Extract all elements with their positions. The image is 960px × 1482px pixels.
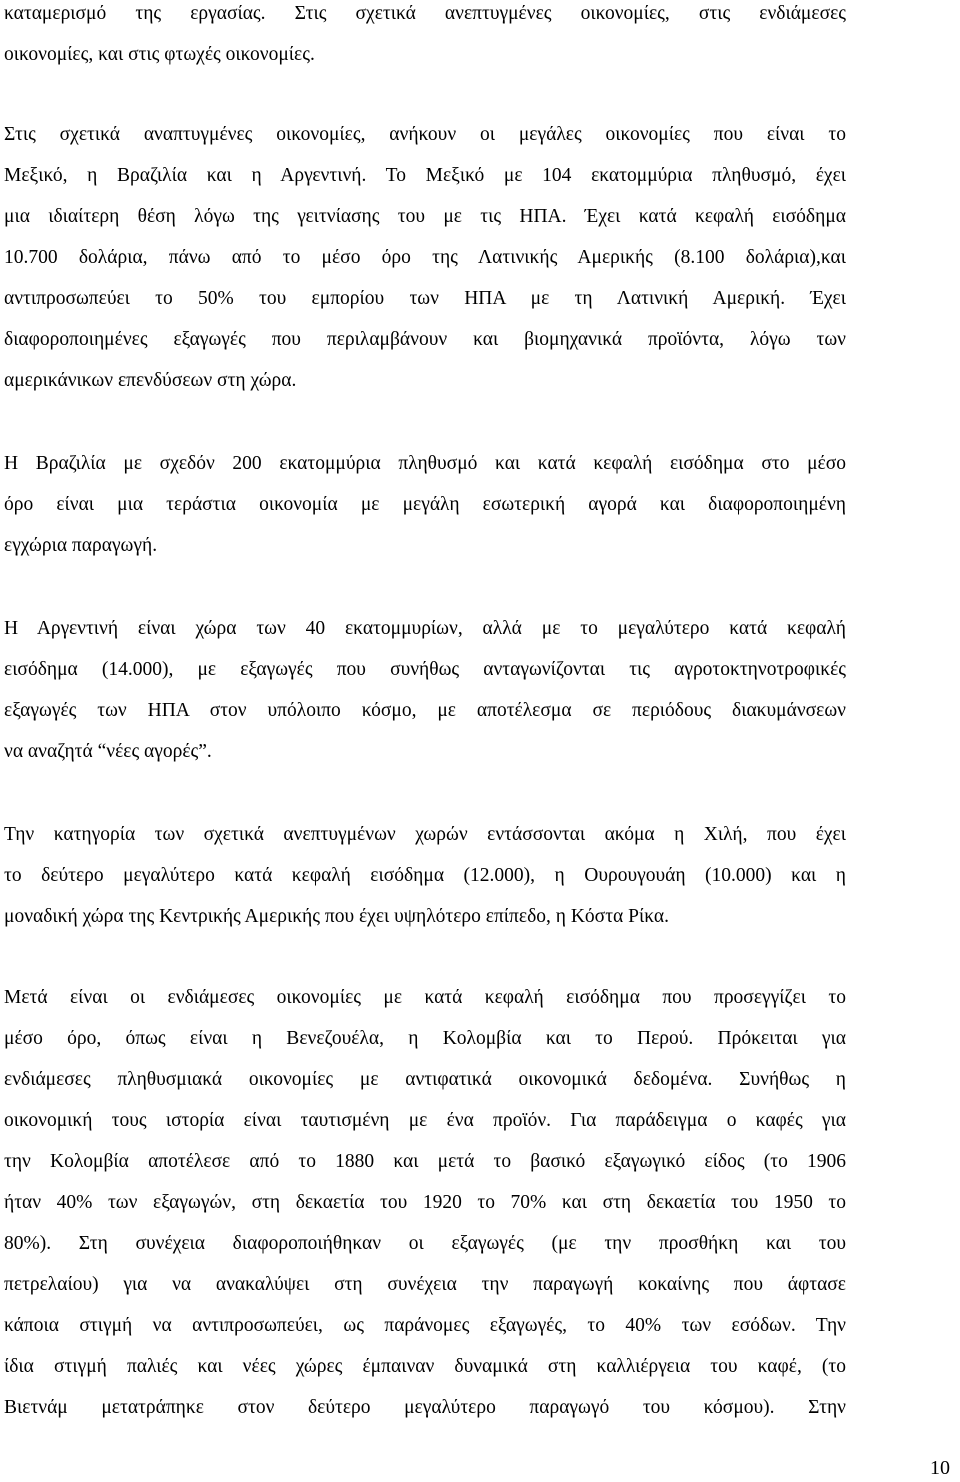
text-line: όρο είναι μια τεράστια οικονομία με μεγάλη εσωτερική αγορά και διαφοροποιημένη — [4, 494, 846, 515]
text-line: Βιετνάμ μετατράπηκε στον δεύτερο μεγαλύτερο παραγωγό του κόσμου). Στην — [4, 1397, 846, 1418]
text-line: εξαγωγές των ΗΠΑ στον υπόλοιπο κόσμο, με αποτέλεσμα σε περιόδους διακυμάνσεων — [4, 700, 846, 721]
text-line: μοναδική χώρα της Κεντρικής Αμερικής που έχει υψηλότερο επίπεδο, η Κόστα Ρίκα. — [4, 906, 669, 927]
text-line: κάποια στιγμή να αντιπροσωπεύει, ως παράνομες εξαγωγές, το 40% των εσόδων. Την — [4, 1315, 846, 1336]
text-line: 80%). Στη συνέχεια διαφοροποιήθηκαν οι εξαγωγές (με την προσθήκη και του — [4, 1233, 846, 1254]
text-line: να αναζητά “νέες αγορές”. — [4, 741, 212, 762]
text-line: Μετά είναι οι ενδιάμεσες οικονομίες με κατά κεφαλή εισόδημα που προσεγγίζει το — [4, 987, 846, 1008]
text-line: Μεξικό, η Βραζιλία και η Αργεντινή. Το Μεξικό με 104 εκατομμύρια πληθυσμό, έχει — [4, 165, 846, 186]
text-line: οικονομική τους ιστορία είναι ταυτισμένη με ένα προϊόν. Για παράδειγμα ο καφές για — [4, 1110, 846, 1131]
text-line: Η Βραζιλία με σχεδόν 200 εκατομμύρια πληθυσμό και κατά κεφαλή εισόδημα στο μέσο — [4, 453, 846, 474]
text-line: το δεύτερο μεγαλύτερο κατά κεφαλή εισόδημα (12.000), η Ουρουγουάη (10.000) και η — [4, 865, 846, 886]
text-line: οικονομίες, και στις φτωχές οικονομίες. — [4, 44, 315, 65]
text-line: διαφοροποιημένες εξαγωγές που περιλαμβάνουν και βιομηχανικά προϊόντα, λόγω των — [4, 329, 846, 350]
text-line: ενδιάμεσες πληθυσμιακά οικονομίες με αντιφατικά οικονομικά δεδομένα. Συνήθως η — [4, 1069, 846, 1090]
text-line: 10.700 δολάρια, πάνω από το μέσο όρο της Λατινικής Αμερικής (8.100 δολάρια),και — [4, 247, 846, 268]
text-line: την Κολομβία αποτέλεσε από το 1880 και μετά το βασικό εξαγωγικό είδος (το 1906 — [4, 1151, 846, 1172]
text-line: ίδια στιγμή παλιές και νέες χώρες έμπαιναν δυναμικά στη καλλιέργεια του καφέ, (το — [4, 1356, 846, 1377]
text-line: Την κατηγορία των σχετικά ανεπτυγμένων χωρών εντάσσονται ακόμα η Χιλή, που έχει — [4, 824, 846, 845]
text-line: καταμερισμό της εργασίας. Στις σχετικά ανεπτυγμένες οικονομίες, στις ενδιάμεσες — [4, 3, 846, 24]
text-line: μια ιδιαίτερη θέση λόγω της γειτνίασης του με τις ΗΠΑ. Έχει κατά κεφαλή εισόδημα — [4, 206, 846, 227]
text-line: αντιπροσωπεύει το 50% του εμπορίου των ΗΠΑ με τη Λατινική Αμερική. Έχει — [4, 288, 846, 309]
text-line: μέσο όρο, όπως είναι η Βενεζουέλα, η Κολομβία και το Περού. Πρόκειται για — [4, 1028, 846, 1049]
text-line: πετρελαίου) για να ανακαλύψει στη συνέχεια την παραγωγή κοκαίνης που άφτασε — [4, 1274, 846, 1295]
text-line: Στις σχετικά αναπτυγμένες οικονομίες, ανήκουν οι μεγάλες οικονομίες που είναι το — [4, 124, 846, 145]
text-line: Η Αργεντινή είναι χώρα των 40 εκατομμυρίων, αλλά με το μεγαλύτερο κατά κεφαλή — [4, 618, 846, 639]
text-line: εγχώρια παραγωγή. — [4, 535, 158, 556]
text-line: ήταν 40% των εξαγωγών, στη δεκαετία του 1920 το 70% και στη δεκαετία του 1950 το — [4, 1192, 846, 1213]
page-number: 10 — [930, 1457, 950, 1479]
text-line: αμερικάνικων επενδύσεων στη χώρα. — [4, 370, 297, 391]
text-line: εισόδημα (14.000), με εξαγωγές που συνήθως ανταγωνίζονται τις αγροτοκτηνοτροφικές — [4, 659, 846, 680]
